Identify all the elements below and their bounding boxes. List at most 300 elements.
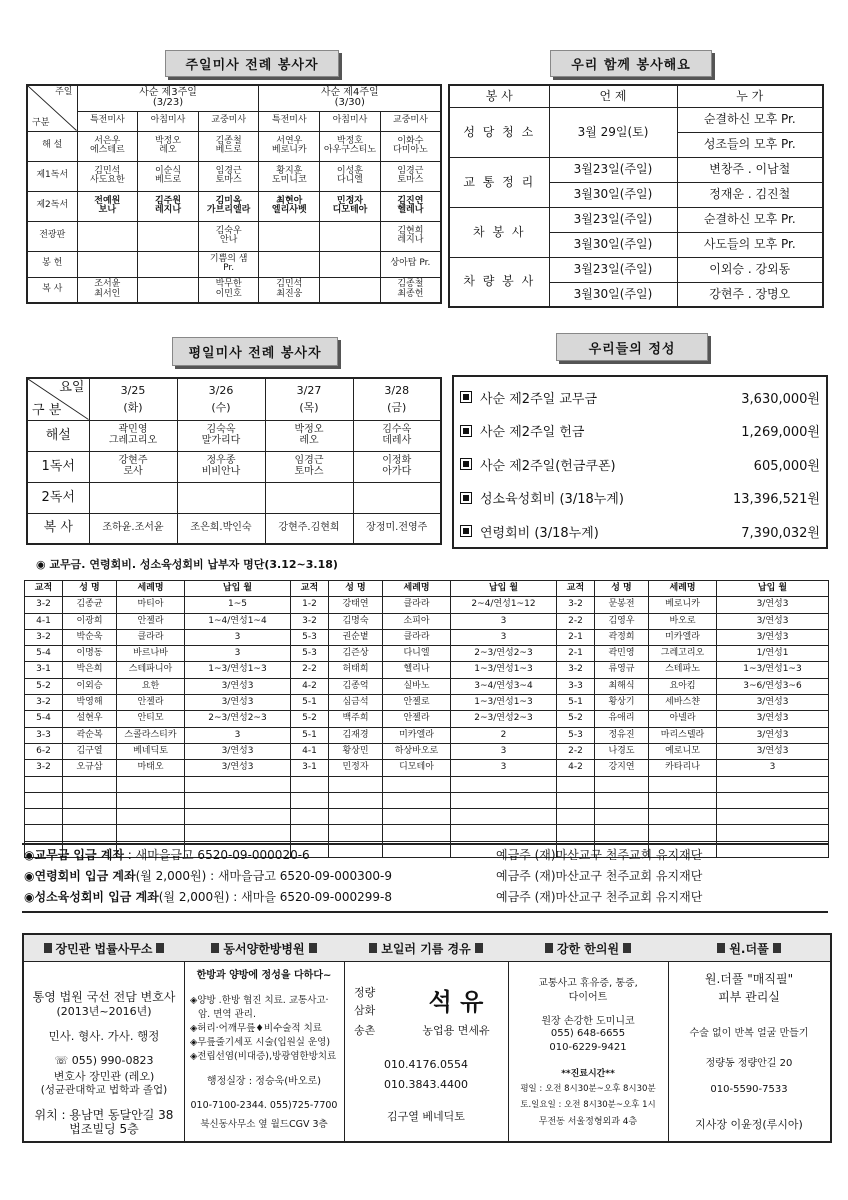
ad-body	[344, 962, 508, 1142]
payers-cell: 요아킴	[649, 678, 717, 694]
payers-cell: 3-2	[557, 597, 595, 613]
together-row	[449, 257, 823, 282]
payers-cell: 3-2	[25, 695, 63, 711]
payers-cell: 헬리나	[383, 662, 451, 678]
payers-cell: 3	[717, 760, 829, 776]
payers-cell	[557, 776, 595, 792]
payers-cell: 3-2	[25, 629, 63, 645]
payers-cell: 2	[451, 727, 557, 743]
sunday-mass-4: 아침미사	[320, 111, 381, 131]
ad-line: 행정실장 : 정승욱(바오로)	[206, 1076, 322, 1087]
payers-cell	[185, 809, 291, 825]
sunday-cell: 김민석 최진웅	[259, 277, 320, 303]
payers-cell: 안젤라	[117, 613, 185, 629]
offering-label: 연령회비 (3/18누계)	[480, 525, 599, 541]
ad-line: 한방과 양방에 정성을 다하다~	[196, 970, 332, 981]
ad-title: 동서양한방병원	[223, 941, 305, 956]
ad-line: 원장 손강한 도미니코	[541, 1016, 635, 1027]
payers-cell	[383, 825, 451, 841]
payers-cell	[557, 792, 595, 808]
weekday-row-label: 해설	[27, 420, 89, 451]
payers-cell	[451, 809, 557, 825]
sunday-cell: 김종철 최종헌	[380, 277, 441, 303]
marker-icon	[309, 943, 317, 953]
payers-cell	[649, 825, 717, 841]
payers-cell: 미카엘라	[383, 727, 451, 743]
weekday-dow: (금)	[387, 401, 407, 415]
weekday-cell: 박정오 레오	[265, 420, 353, 451]
ad-line: 위치 : 용남면 동달안길 38	[34, 1108, 174, 1122]
payers-cell	[185, 792, 291, 808]
payers-cell: 최해식	[595, 678, 649, 694]
ad-line: ◈전립선염(비대증),방광염한방치료	[190, 1051, 337, 1062]
sunday-week-2: 사순 제4주일 (3/30)	[259, 85, 441, 111]
payers-cell	[595, 825, 649, 841]
weekday-corner: 요일 구 분	[27, 378, 89, 420]
weekday-cell: 이정화 아가다	[353, 451, 441, 482]
payers-cell	[717, 825, 829, 841]
payers-cell: 5-1	[291, 727, 329, 743]
payers-cell: 5-1	[557, 695, 595, 711]
ad-line: 010.3843.4400	[384, 1078, 468, 1091]
payers-cell: 3-1	[291, 760, 329, 776]
payers-cell: 클라라	[383, 629, 451, 645]
payers-cell	[451, 776, 557, 792]
payers-cell: 류영규	[595, 662, 649, 678]
sunday-cell: 김숙우 안나	[198, 221, 259, 251]
payers-cell: 강태연	[329, 597, 383, 613]
sunday-row	[27, 277, 441, 303]
sunday-cell: 임경근 토마스	[380, 161, 441, 191]
sunday-mass-2: 교중미사	[198, 111, 259, 131]
payers-cell: 박은희	[63, 662, 117, 678]
payers-cell: 바르나바	[117, 646, 185, 662]
payers-cell: 김영우	[595, 613, 649, 629]
sunday-cell	[138, 251, 199, 277]
payers-cell: 3/연성3	[717, 711, 829, 727]
payers-head: 교적	[25, 581, 63, 597]
ad-line: 평일 : 오전 8시30분~오후 8시30분	[520, 1084, 656, 1094]
payers-cell: 5-2	[291, 711, 329, 727]
together-row	[449, 157, 823, 182]
sunday-cell: 전예원 보나	[77, 191, 138, 221]
sunday-row	[27, 161, 441, 191]
payers-cell: 클라라	[117, 629, 185, 645]
weekday-cell: 김숙옥 말가리다	[177, 420, 265, 451]
payers-cell: 이외승	[63, 678, 117, 694]
ad-line: (2013년~2016년)	[56, 1005, 152, 1018]
sunday-cell: 이화수 다미아노	[380, 131, 441, 161]
payers-cell: 3	[185, 727, 291, 743]
payers-cell: 김구열	[63, 743, 117, 759]
payers-cell	[291, 776, 329, 792]
payers-cell: 3-2	[557, 662, 595, 678]
bullet-icon	[460, 425, 472, 437]
payers-cell: 1~5	[185, 597, 291, 613]
weekday-cell: 조은희.박인숙	[177, 513, 265, 544]
together-head-who: 누 가	[677, 85, 823, 107]
payers-cell: 3-3	[25, 727, 63, 743]
sunday-cell: 최현아 엘리사벳	[259, 191, 320, 221]
payers-table	[24, 580, 829, 858]
payers-cell: 4-1	[25, 613, 63, 629]
sunday-cell	[77, 251, 138, 277]
payers-head: 세례명	[649, 581, 717, 597]
together-when: 3월 29일(토)	[549, 107, 677, 157]
bullet-icon	[460, 458, 472, 470]
ad-line: 정량	[354, 986, 376, 999]
payers-cell	[291, 809, 329, 825]
weekday-dow: (화)	[123, 401, 143, 415]
payers-cell: 심금석	[329, 695, 383, 711]
payers-cell: 1/연성1	[717, 646, 829, 662]
payers-head: 세례명	[117, 581, 185, 597]
payers-cell: 김종균	[63, 597, 117, 613]
payers-cell: 박영해	[63, 695, 117, 711]
together-who: 순결하신 모후 Pr.	[677, 207, 823, 232]
together-group: 교 통 정 리	[449, 157, 549, 207]
ad-line: 농업용 면세유	[422, 1024, 490, 1037]
weekday-cell	[177, 482, 265, 513]
offering-item	[454, 380, 826, 414]
payers-cell: 3-2	[25, 597, 63, 613]
payers-cell	[117, 809, 185, 825]
ad-line: 암. 면역 관리.	[198, 1009, 256, 1020]
ad-line: 정량동 정량안길 20	[705, 1058, 793, 1069]
account-detail: (월 2,000원) : 새마을 6520-09-000299-8	[158, 890, 392, 904]
sunday-row-label: 해 설	[27, 131, 77, 161]
table-row	[25, 792, 829, 808]
weekday-cell: 김수옥 데레사	[353, 420, 441, 451]
payers-cell: 박순욱	[63, 629, 117, 645]
weekday-date: 3/28	[384, 383, 410, 397]
sunday-mass-3: 특전미사	[259, 111, 320, 131]
payers-cell	[451, 792, 557, 808]
account-detail: : 새마을금고 6520-09-000020-6	[123, 848, 310, 862]
ad-line: **진료시간**	[561, 1069, 615, 1079]
payers-cell: 설현우	[63, 711, 117, 727]
payers-cell: 유애리	[595, 711, 649, 727]
table-row	[25, 678, 829, 694]
payers-cell: 5-4	[25, 646, 63, 662]
payers-cell: 김명숙	[329, 613, 383, 629]
weekday-day-0	[89, 378, 177, 420]
sunday-cell	[320, 251, 381, 277]
ad-head	[344, 935, 508, 962]
payers-cell: 3/연성3	[185, 678, 291, 694]
ad-line: 055) 648-6655	[550, 1028, 626, 1039]
account-detail: (월 2,000원) : 새마을금고 6520-09-000300-9	[135, 869, 392, 883]
sunday-cell: 박정호 아우구스티노	[320, 131, 381, 161]
account-holder: 예금주 (재)마산교구 천주교회 유지재단	[496, 890, 703, 904]
payers-cell: 1~3/연성1~3	[717, 662, 829, 678]
payers-cell	[557, 809, 595, 825]
together-when: 3월30일(주일)	[549, 232, 677, 257]
payers-head: 성 명	[63, 581, 117, 597]
weekday-cell: 조하윤.조서윤	[89, 513, 177, 544]
ad-line: 무전동 서울정형외과 4층	[538, 1117, 638, 1127]
payers-cell	[329, 809, 383, 825]
ad-panel	[508, 935, 669, 1141]
weekday-day-1	[177, 378, 265, 420]
ad-line: 010.4176.0554	[384, 1058, 468, 1071]
payers-cell	[717, 776, 829, 792]
payers-cell	[451, 825, 557, 841]
payers-cell: 3/연성3	[717, 597, 829, 613]
payers-cell: 황상민	[329, 743, 383, 759]
offering-box	[452, 375, 828, 549]
table-row	[25, 743, 829, 759]
ad-line: 송촌	[354, 1024, 376, 1037]
payers-cell: 스테파노	[649, 662, 717, 678]
payers-cell: 그레고리오	[649, 646, 717, 662]
payers-cell: 3-2	[25, 760, 63, 776]
ad-line: ◈무릎줄기세포 시술(입원실 운영)	[190, 1037, 331, 1048]
offering-amount: 605,000원	[753, 458, 820, 474]
marker-icon	[156, 943, 164, 953]
payers-cell	[383, 809, 451, 825]
payers-cell: 5-1	[291, 695, 329, 711]
marker-icon	[475, 943, 483, 953]
payers-cell: 4-1	[291, 743, 329, 759]
payers-cell	[649, 809, 717, 825]
sunday-cell: 김민석 사도요한	[77, 161, 138, 191]
payers-cell: 3/연성3	[185, 695, 291, 711]
ad-line: 민사. 형사. 가사. 행정	[48, 1029, 160, 1043]
weekday-row	[27, 482, 441, 513]
payers-cell	[717, 809, 829, 825]
together-group: 차 봉 사	[449, 207, 549, 257]
weekday-dow: (수)	[211, 401, 231, 415]
ad-line: 지사장 이윤정(루시아)	[695, 1118, 803, 1131]
payers-cell	[595, 809, 649, 825]
sunday-cell	[320, 277, 381, 303]
payers-cell: 베로니카	[649, 597, 717, 613]
payers-cell: 아넬라	[649, 711, 717, 727]
payers-cell: 안젤라	[117, 695, 185, 711]
payers-cell: 세바스챤	[649, 695, 717, 711]
sunday-corner: 주일 구분	[27, 85, 77, 131]
weekday-cell	[353, 482, 441, 513]
payers-cell: 3~6/연성3~6	[717, 678, 829, 694]
together-who: 사도들의 모후 Pr.	[677, 232, 823, 257]
payers-cell: 안티모	[117, 711, 185, 727]
account-holder: 예금주 (재)마산교구 천주교회 유지재단	[496, 869, 703, 883]
payers-cell: 곽민영	[595, 646, 649, 662]
payers-header	[25, 581, 829, 597]
payers-cell: 3-2	[291, 613, 329, 629]
payers-cell	[649, 792, 717, 808]
payers-cell	[185, 776, 291, 792]
payers-cell: 3/연성3	[717, 695, 829, 711]
payers-cell: 2~3/연성2~3	[451, 711, 557, 727]
ad-line: 북신동사무소 옆 월드CGV 3층	[200, 1119, 328, 1130]
payers-cell: 마티아	[117, 597, 185, 613]
ad-line: 다이어트	[568, 992, 608, 1003]
sunday-cell: 박무한 이민호	[198, 277, 259, 303]
payers-cell	[557, 825, 595, 841]
ad-panel	[184, 935, 345, 1141]
weekday-row-label: 2독서	[27, 482, 89, 513]
payers-cell: 3/연성3	[717, 743, 829, 759]
weekday-day-2	[265, 378, 353, 420]
sunday-week-1: 사순 제3주일 (3/23)	[77, 85, 259, 111]
sunday-cell: 상아탑 Pr.	[380, 251, 441, 277]
offering-amount: 1,269,000원	[741, 425, 820, 440]
weekday-title: 평일미사 전례 봉사자	[172, 337, 338, 366]
ad-line: 통영 법원 국선 전담 변호사	[32, 990, 176, 1004]
payers-cell: 5-3	[291, 629, 329, 645]
payers-cell: 2-2	[557, 613, 595, 629]
ad-panel	[24, 935, 185, 1141]
weekday-dow: (목)	[299, 401, 319, 415]
payers-cell: 2-2	[291, 662, 329, 678]
bullet-icon	[460, 391, 472, 403]
payers-cell: 2~3/연성2~3	[185, 711, 291, 727]
table-row	[25, 646, 829, 662]
sunday-cell	[320, 221, 381, 251]
table-row	[25, 695, 829, 711]
ad-body	[668, 962, 830, 1142]
sunday-row-label: 봉 헌	[27, 251, 77, 277]
payers-cell: 곽정희	[595, 629, 649, 645]
together-who: 이외승 . 강외동	[677, 257, 823, 282]
sunday-cell	[138, 277, 199, 303]
payers-cell: 1-2	[291, 597, 329, 613]
payers-cell	[383, 776, 451, 792]
payers-cell: 5-4	[25, 711, 63, 727]
ad-line: 법조빌딩 5층	[69, 1122, 139, 1136]
ad-body	[184, 962, 344, 1142]
ad-line: 석 유	[428, 988, 484, 1016]
sunday-cell: 기쁨의 샘 Pr.	[198, 251, 259, 277]
payers-cell: 실바노	[383, 678, 451, 694]
payers-cell: 2-2	[557, 743, 595, 759]
payers-cell: 2~4/연성1~12	[451, 597, 557, 613]
ad-title: 원.더풀	[729, 941, 769, 956]
together-when: 3월30일(주일)	[549, 182, 677, 207]
sunday-cell: 서은우 에스테르	[77, 131, 138, 161]
payers-cell: 2-1	[557, 629, 595, 645]
payers-cell: 정유진	[595, 727, 649, 743]
weekday-day-3	[353, 378, 441, 420]
bullet-icon	[460, 525, 472, 537]
payers-cell: 민정자	[329, 760, 383, 776]
payers-cell: 오규삼	[63, 760, 117, 776]
ad-head	[184, 935, 344, 962]
payers-cell: 3	[451, 760, 557, 776]
payers-cell	[291, 792, 329, 808]
ad-line: 삼화	[354, 1004, 376, 1017]
bullet-icon	[460, 492, 472, 504]
payers-cell: 문봉전	[595, 597, 649, 613]
sunday-cell: 김현희 레지나	[380, 221, 441, 251]
sunday-cell: 김종철 베드로	[198, 131, 259, 161]
together-head-when: 언 제	[549, 85, 677, 107]
table-row	[25, 629, 829, 645]
sunday-cell: 민정자 디모테아	[320, 191, 381, 221]
sunday-cell	[77, 221, 138, 251]
offering-label: 사순 제2주일 교무금	[480, 391, 597, 407]
payers-cell	[25, 809, 63, 825]
weekday-row-label: 복 사	[27, 513, 89, 544]
payers-cell: 3~4/연성3~4	[451, 678, 557, 694]
payers-cell	[25, 792, 63, 808]
table-row	[25, 662, 829, 678]
payers-cell	[329, 792, 383, 808]
payers-cell	[595, 776, 649, 792]
payers-cell	[25, 825, 63, 841]
payers-cell	[649, 776, 717, 792]
ad-line: ◈양방 .한방 협진 치료. 교통사고·	[190, 995, 329, 1006]
payers-cell: 마리스텔라	[649, 727, 717, 743]
payers-head: 세례명	[383, 581, 451, 597]
offering-item	[454, 414, 826, 448]
payers-cell: 디모테아	[383, 760, 451, 776]
payers-cell: 3	[185, 646, 291, 662]
sunday-row	[27, 221, 441, 251]
sunday-row	[27, 191, 441, 221]
weekday-cell	[265, 482, 353, 513]
together-row	[449, 207, 823, 232]
sunday-mass-1: 아침미사	[138, 111, 199, 131]
ad-line: (성균관대학교 법학과 졸업)	[40, 1084, 168, 1096]
ad-line: 토.일요일 : 오전 8시30분~오후 1시	[520, 1100, 656, 1110]
offering-item	[454, 447, 826, 481]
sunday-mass-row	[27, 111, 441, 131]
payers-head: 교적	[557, 581, 595, 597]
sunday-cell: 김미옥 가브리엘라	[198, 191, 259, 221]
payers-head: 교적	[291, 581, 329, 597]
together-who: 성조들의 모후 Pr.	[677, 132, 823, 157]
offering-amount: 3,630,000원	[741, 391, 820, 407]
payers-head: 납입 월	[717, 581, 829, 597]
sunday-row	[27, 131, 441, 161]
weekday-cell: 강현주 로사	[89, 451, 177, 482]
payers-cell: 김종억	[329, 678, 383, 694]
payers-cell: 클라라	[383, 597, 451, 613]
payers-cell	[117, 792, 185, 808]
account-line	[24, 846, 824, 863]
payers-cell	[329, 825, 383, 841]
ad-line: ☏ 055) 990-0823	[54, 1054, 154, 1067]
payers-cell	[291, 825, 329, 841]
ad-body	[508, 962, 668, 1142]
payers-cell: 백주희	[329, 711, 383, 727]
ad-line: 수술 없이 반복 얼굴 만들기	[689, 1028, 809, 1039]
sunday-cell: 이순식 베드로	[138, 161, 199, 191]
together-row	[449, 107, 823, 132]
payers-cell: 소피아	[383, 613, 451, 629]
weekday-row-label: 1독서	[27, 451, 89, 482]
table-row	[25, 711, 829, 727]
together-who: 변창주 . 이남철	[677, 157, 823, 182]
together-table	[448, 84, 824, 308]
offering-amount: 7,390,032원	[741, 525, 820, 541]
marker-icon	[369, 943, 377, 953]
weekday-row	[27, 420, 441, 451]
account-line	[24, 888, 824, 905]
payers-cell: 바오로	[649, 613, 717, 629]
ad-line: 김구열 베네딕토	[387, 1110, 465, 1123]
payers-cell	[329, 776, 383, 792]
sunday-table	[26, 84, 442, 304]
sunday-cell: 임경근 토마스	[198, 161, 259, 191]
payers-cell: 5-3	[291, 646, 329, 662]
ad-line: ◈허리·어깨무릎♦비수술적 치료	[190, 1023, 322, 1034]
payers-cell	[717, 792, 829, 808]
table-row	[25, 809, 829, 825]
